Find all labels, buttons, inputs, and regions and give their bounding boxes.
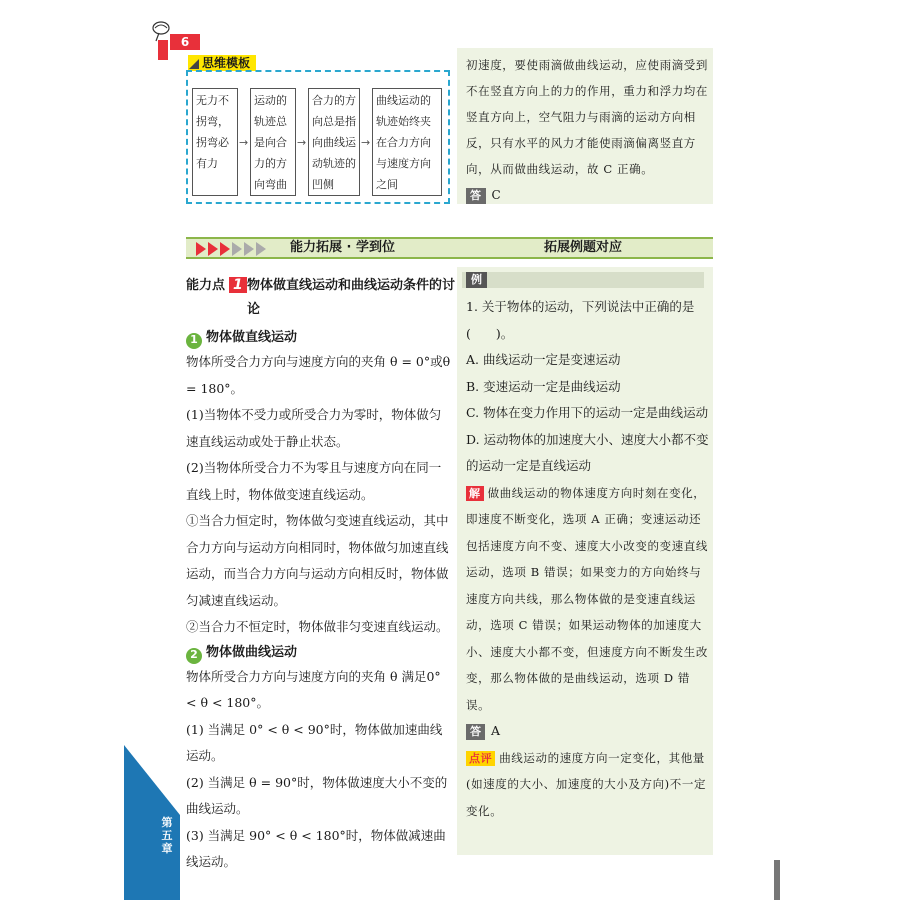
point-heading xyxy=(186,274,253,293)
left-body xyxy=(186,326,452,876)
option-a: A. 曲线运动一定是变速运动 xyxy=(466,352,621,367)
example-body xyxy=(466,294,710,824)
paragraph: (1) 当满足 0° < θ < 90°时，物体做加速曲线运动。 xyxy=(186,721,443,763)
section-title-left: 能力拓展 · 学到位 xyxy=(290,240,395,255)
point-title: 物体做直线运动和曲线运动条件的讨论 xyxy=(247,278,456,317)
example-label: 例 xyxy=(466,272,487,288)
flow-arrow: → xyxy=(297,136,307,149)
option-d: D. 运动物体的加速度大小、速度大小都不变的运动一定是直线运动 xyxy=(466,431,709,473)
subheading-2: 2 物体做曲线运动 xyxy=(186,641,452,664)
example-tag-bar xyxy=(462,272,704,288)
comment-label: 点评 xyxy=(466,751,495,766)
page-edge xyxy=(774,860,780,900)
solution-continued xyxy=(466,52,710,208)
paragraph: ①当合力恒定时，物体做匀变速直线运动，其中合力方向与运动方向相同时，物体做匀加速直线运动，而当合力方向与运动方向相反时，物体做匀减速直线运动。 xyxy=(186,513,449,608)
answer-label: 答 xyxy=(466,724,485,740)
flow-arrow: → xyxy=(361,136,371,149)
number-badge: 1 xyxy=(186,333,202,349)
subheading-1: 1 物体做直线运动 xyxy=(186,326,452,349)
number-badge: 2 xyxy=(186,648,202,664)
answer: 答 A xyxy=(466,718,710,745)
solution-continued-text: 初速度，要使雨滴做曲线运动，应使雨滴受到不在竖直方向上的力的作用，重力和浮力均在竖直方向上，空气阻力与雨滴的运动方向相反，只有水平的风力才能使雨滴偏离竖直方向，从而做曲线运动，故 C 正确。 xyxy=(466,58,708,176)
section-title-right: 拓展例题对应 xyxy=(544,240,623,255)
template-flowchart xyxy=(186,70,450,204)
solution: 解 做曲线运动的物体速度方向时刻在变化，即速度不断变化，选项 A 正确；变速运动还包括速度方向不变、速度大小改变的变速直线运动，选项 B 错误；如果变力的方向始终与速度方向共线，那么物体做的是变速直线运动，选项 C 错误；如果运动物体的加速度大小、速度大小都不变，但速度方向不断发生改变，那么物体做的是曲线运动，选项 D 错误。 xyxy=(466,485,708,712)
question: 1. 关于物体的运动，下列说法中正确的是( )。 xyxy=(466,299,695,341)
paragraph: ②当合力不恒定时，物体做非匀变速直线运动。 xyxy=(186,619,449,634)
flow-arrow: → xyxy=(239,136,249,149)
flow-step-4: 曲线运动的轨迹始终夹在合力方向与速度方向之间 xyxy=(372,88,442,196)
chapter-tab-notch xyxy=(124,745,180,815)
answer-value: C xyxy=(491,188,502,202)
paragraph: 物体所受合力方向与速度方向的夹角 θ 满足0° < θ < 180°。 xyxy=(186,668,441,710)
section-bar xyxy=(186,237,713,259)
flow-step-1: 无力不拐弯，拐弯必有力 xyxy=(192,88,238,196)
option-b: B. 变速运动一定是曲线运动 xyxy=(466,378,621,394)
template-title: 思维模板 xyxy=(188,55,256,71)
option-c: C. 物体在变力作用下的运动一定是曲线运动 xyxy=(466,405,709,420)
chapter-label: 第五章 xyxy=(161,816,173,855)
point-label: 能力点 xyxy=(186,278,226,293)
paragraph: (1)当物体不受力或所受合力为零时，物体做匀速直线运动或处于静止状态。 xyxy=(186,407,442,449)
pencil-icon xyxy=(189,57,199,69)
paragraph: 物体所受合力方向与速度方向的夹角 θ = 0°或θ = 180°。 xyxy=(186,354,451,396)
pin-icon xyxy=(150,20,172,42)
solution-label: 解 xyxy=(466,486,484,501)
flow-step-2: 运动的轨迹总是向合力的方向弯曲 xyxy=(250,88,296,196)
page-marker xyxy=(158,40,168,60)
paragraph: (3) 当满足 90° < θ < 180°时，物体做减速曲线运动。 xyxy=(186,827,446,869)
point-number: 1 xyxy=(229,277,247,293)
paragraph: (2) 当满足 θ = 90°时，物体做速度大小不变的曲线运动。 xyxy=(186,774,448,816)
answer-label: 答 xyxy=(466,188,486,204)
comment: 点评 曲线运动的速度方向一定变化，其他量(如速度的大小、加速度的大小及方向)不一定变化。 xyxy=(466,750,707,818)
page-number: 6 xyxy=(170,34,200,50)
paragraph: (2)当物体所受合力不为零且与速度方向在同一直线上时，物体做变速直线运动。 xyxy=(186,460,442,502)
flow-step-3: 合力的方向总是指向曲线运动轨迹的凹侧 xyxy=(308,88,360,196)
